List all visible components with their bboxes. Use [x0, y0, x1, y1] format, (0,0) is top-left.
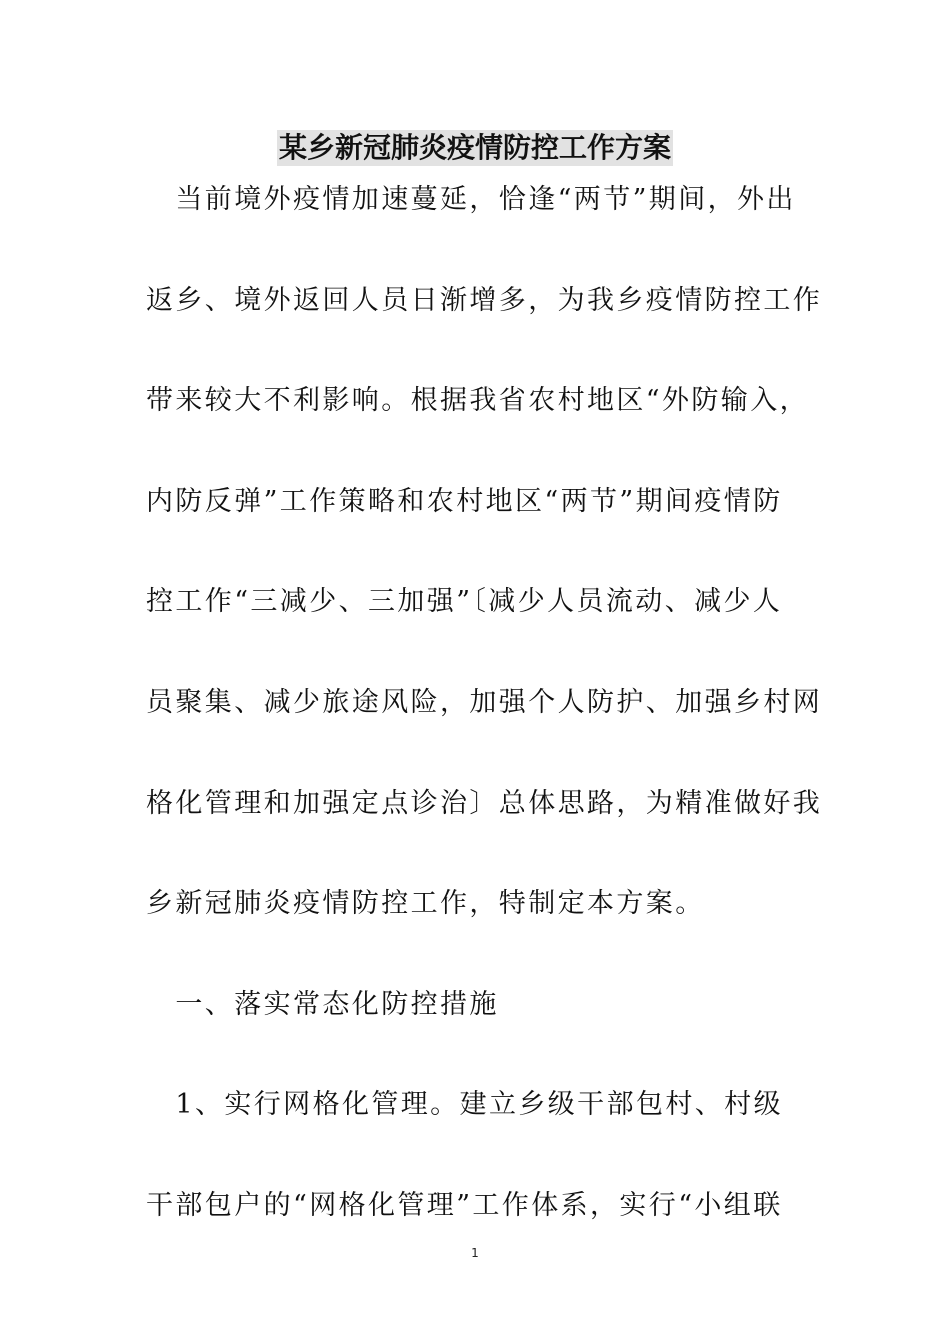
title-container: [0, 130, 950, 166]
body-line: 员聚集、减少旅途风险，加强个人防护、加强乡村网: [146, 686, 823, 718]
section-heading: 一、落实常态化防控措施: [146, 988, 499, 1020]
body-line: 控工作“三减少、三加强”〔减少人员流动、减少人: [146, 586, 783, 618]
body-line: 带来较大不利影响。根据我省农村地区“外防输入，: [146, 385, 810, 417]
document-title: 某乡新冠肺炎疫情防控工作方案: [278, 131, 671, 164]
body-line: 干部包户的“网格化管理”工作体系，实行“小组联: [146, 1189, 783, 1221]
body-line: 1、实行网格化管理。建立乡级干部包村、村级: [146, 1089, 783, 1121]
document-body: [146, 178, 823, 1285]
page-number: 1: [471, 1246, 479, 1260]
body-line: 内防反弹”工作策略和农村地区“两节”期间疫情防: [146, 485, 783, 517]
body-line: 乡新冠肺炎疫情防控工作，特制定本方案。: [146, 888, 705, 920]
body-line: 当前境外疫情加速蔓延，恰逢“两节”期间，外出: [146, 184, 796, 215]
body-line: 格化管理和加强定点诊治〕总体思路，为精准做好我: [146, 787, 823, 819]
body-line: 返乡、境外返回人员日渐增多，为我乡疫情防控工作: [146, 284, 823, 316]
